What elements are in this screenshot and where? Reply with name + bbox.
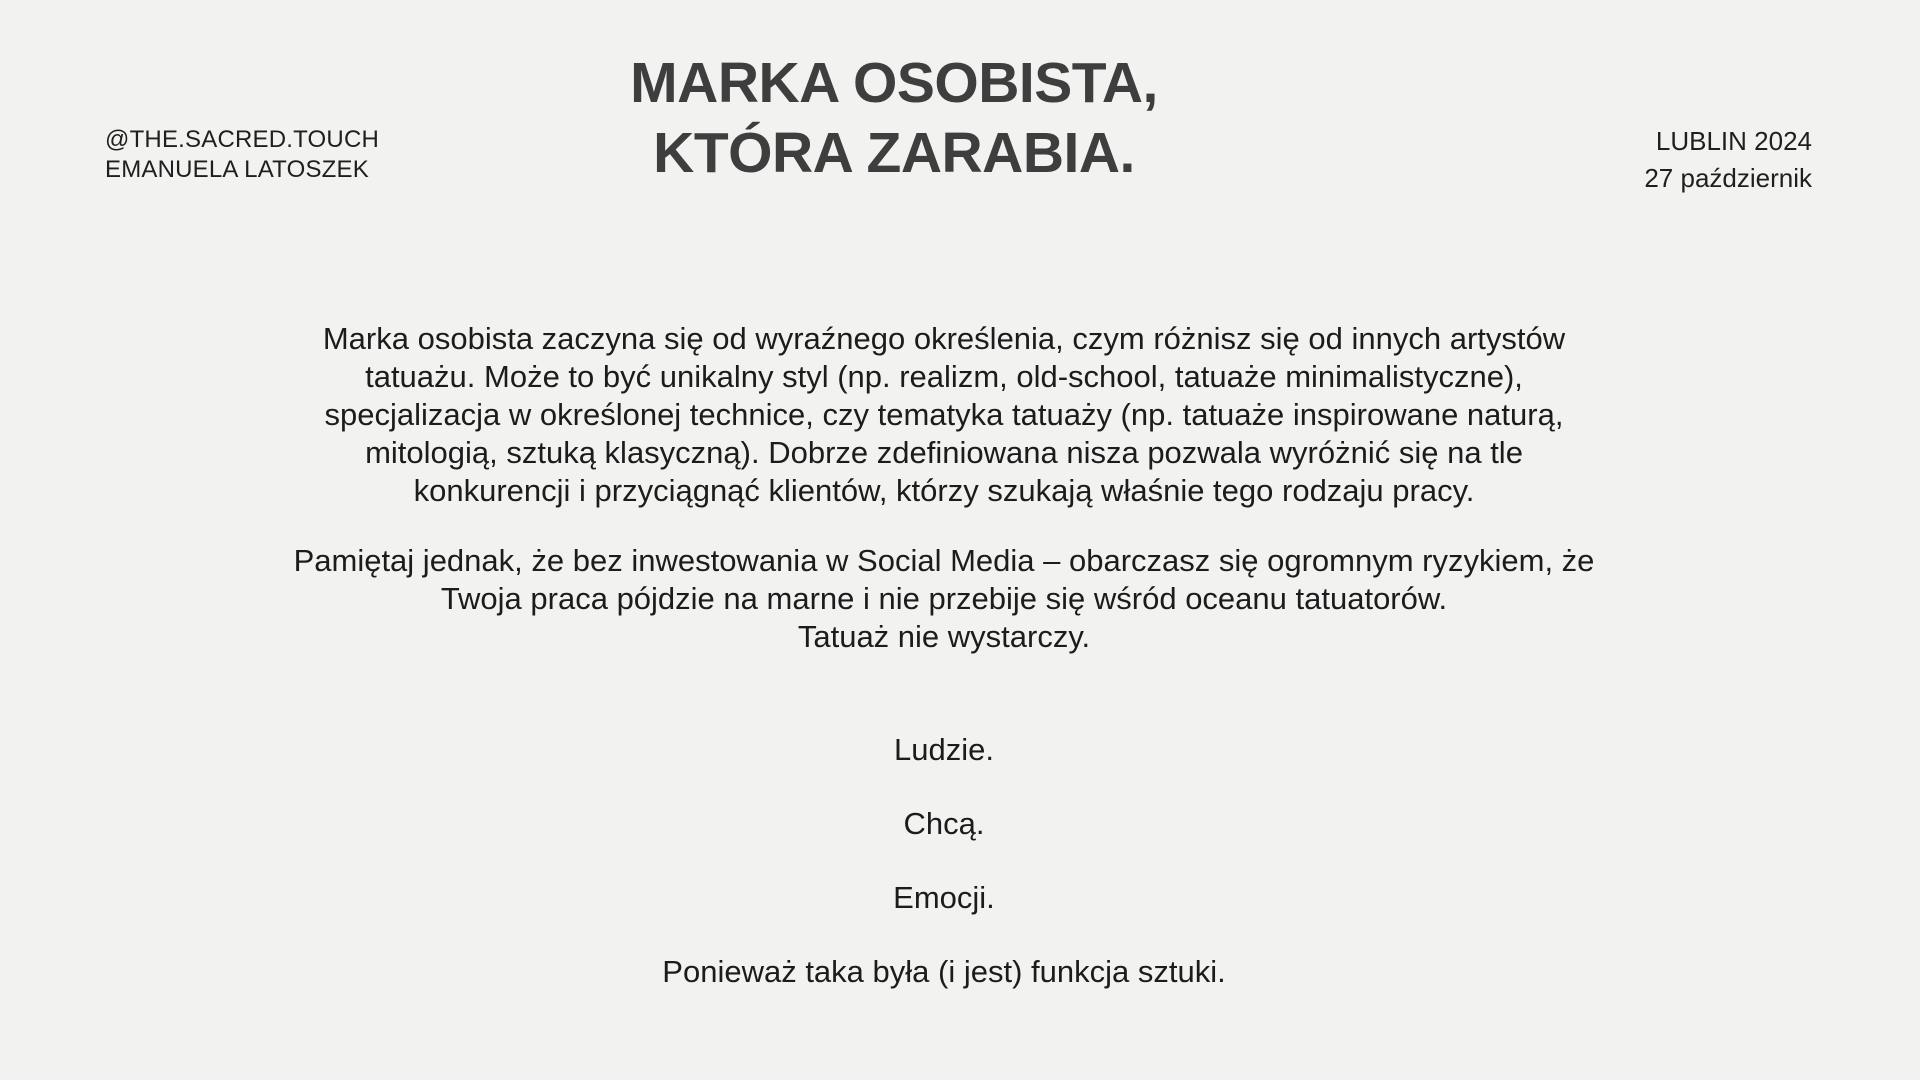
paragraph-line: Tatuaż nie wystarczy. [797, 619, 1091, 654]
statement-funkcja-sztuki: Ponieważ taka była (i jest) funkcja sztuki. [662, 954, 1226, 989]
paragraph-line: Pamiętaj jednak, że bez inwestowania w Social Media – obarczasz się ogromnym ryzykiem, że [293, 543, 1595, 578]
slide-title [0, 48, 1788, 188]
event-location: LUBLIN 2024 [1655, 126, 1812, 156]
slide-title-line-1: MARKA OSOBISTA, [630, 51, 1158, 115]
statement-chca: Chcą. [903, 806, 985, 841]
author-name: EMANUELA LATOSZEK [105, 156, 369, 183]
paragraph-line: konkurencji i przyciągnąć klientów, którzy szukają właśnie tego rodzaju pracy. [413, 473, 1475, 508]
paragraph-line: Marka osobista zaczyna się od wyraźnego określenia, czym różnisz się od innych artystów [322, 321, 1566, 356]
paragraph-social-media [0, 542, 1888, 656]
statement-ludzie: Ludzie. [894, 732, 994, 767]
paragraph-personal-brand [0, 320, 1888, 510]
instagram-handle: @THE.SACRED.TOUCH [105, 126, 380, 153]
event-date: 27 październik [1644, 163, 1812, 193]
slide-title-line-2: KTÓRA ZARABIA. [653, 121, 1135, 185]
paragraph-line: Twoja praca pójdzie na marne i nie przebije się wśród oceanu tatuatorów. [440, 581, 1448, 616]
statement-emocji: Emocji. [893, 880, 995, 915]
paragraph-line: mitologią, sztuką klasyczną). Dobrze zdefiniowana nisza pozwala wyróżnić się na tle [365, 435, 1523, 470]
paragraph-line: tatuażu. Może to być unikalny styl (np. realizm, old-school, tatuaże minimalistyczne), [365, 359, 1523, 394]
paragraph-line: specjalizacja w określonej technice, czy tematyka tatuaży (np. tatuaże inspirowane naturą, [324, 397, 1564, 432]
